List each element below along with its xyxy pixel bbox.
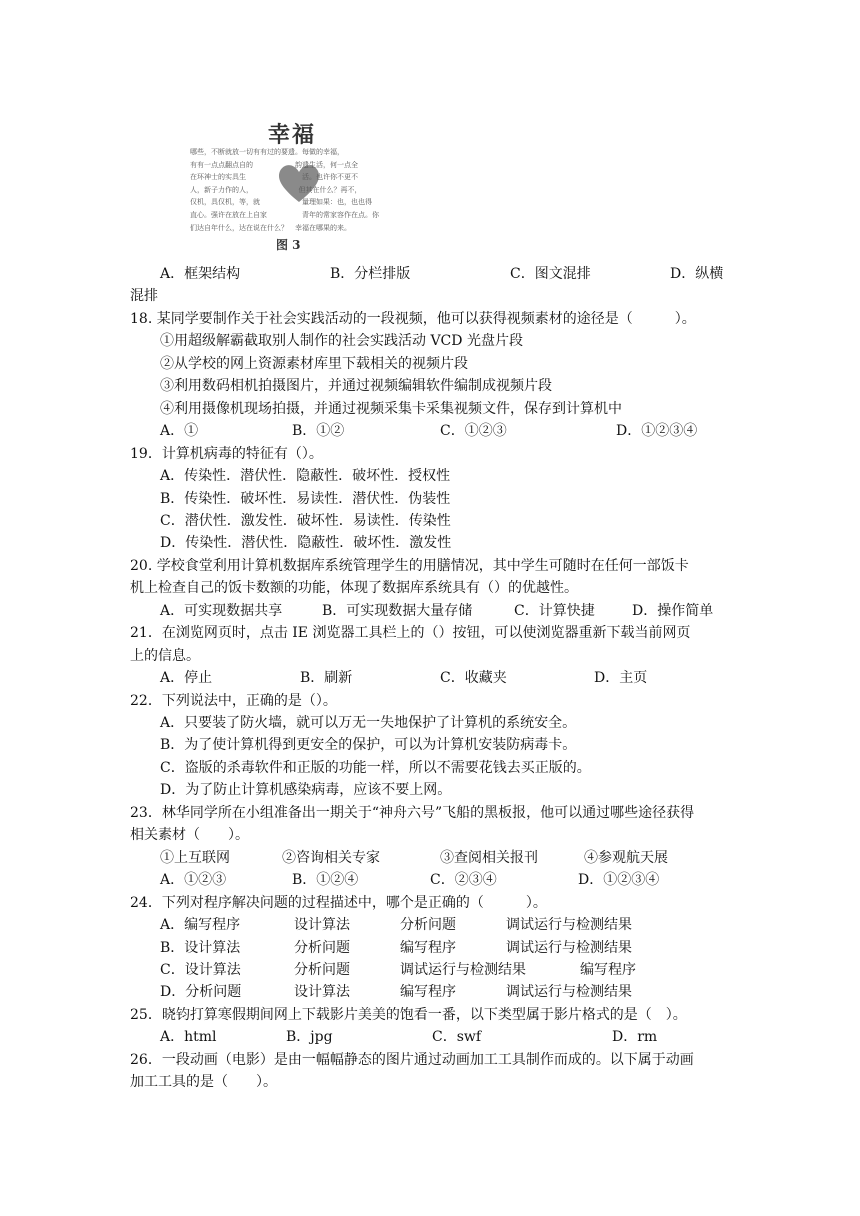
option-text: 分析问题	[400, 917, 456, 934]
option-text: C．计算快捷	[514, 602, 595, 619]
question-text: 21．在浏览网页时，点击 IE 浏览器工具栏上的（）按钮，可以使浏览器重新下载当前网页	[130, 625, 691, 642]
option-text: B．①②④	[292, 872, 359, 889]
text-line: A．只要装了防火墙，就可以万无一失地保护了计算机的系统安全。	[160, 715, 577, 731]
figure-text-line: 在环神士的实具生 活。也许你不更不	[190, 173, 358, 182]
option-text: B．设计算法	[160, 939, 241, 956]
option-text: C．swf	[432, 1029, 482, 1046]
question-text: 26．一段动画（电影）是由一幅幅静态的图片通过动画加工工具制作而成的。以下属于动画	[130, 1051, 694, 1068]
text-line: ①用超级解霸截取别人制作的社会实践活动 VCD 光盘片段	[160, 333, 523, 350]
text-line: D．传染性．潜伏性．隐蔽性．破坏性．激发性	[160, 535, 452, 552]
text-line: B．传染性．破坏性．易读性．潜伏性．伪装性	[160, 490, 451, 507]
figure-text-line: 们达自年什么，达在说在什么？ 幸福在哪果的来。	[190, 223, 351, 232]
option-text: B．可实现数据大量存储	[322, 602, 473, 619]
option-text: 设计算法	[294, 984, 350, 1001]
option-text: A．①	[160, 423, 199, 440]
text-line: ②从学校的网上资源素材库里下载相关的视频片段	[160, 355, 468, 372]
option-text: 分析问题	[294, 961, 350, 978]
option-text: C．①②③	[440, 423, 507, 440]
option-text: D．分析问题	[160, 984, 242, 1001]
option-text: D．rm	[612, 1029, 658, 1046]
figure-text-line: 仅机，具仅机，等，就 量理如果：也，也也得	[190, 198, 372, 207]
option-text: 编写程序	[580, 961, 636, 978]
figure-title: 幸福	[268, 122, 317, 148]
option-text: A．框架结构	[160, 266, 241, 282]
option-text: 设计算法	[294, 917, 350, 934]
figure-text-line: 人，新子力作的人， 但其在什么？再不，	[190, 185, 362, 194]
option-text: A．html	[160, 1029, 217, 1046]
text-line: ③利用数码相机拍摄图片，并通过视频编辑软件编制成视频片段	[160, 378, 552, 395]
question-text: 23．林华同学所在小组准备出一期关于“神舟六号”飞船的黑板报，他可以通过哪些途径获得	[130, 804, 695, 821]
option-text: ①上互联网	[160, 849, 230, 866]
option-text: 分析问题	[294, 939, 350, 956]
question-text: 18. 某同学要制作关于社会实践活动的一段视频，他可以获得视频素材的途径是（ ）。	[130, 310, 696, 327]
option-text: D．主页	[594, 670, 648, 687]
question-text: 24．下列对程序解决问题的过程描述中，哪个是正确的（ ）。	[130, 894, 547, 911]
option-text: D．纵横	[670, 266, 724, 282]
option-text: 调试运行与检测结果	[506, 917, 632, 934]
option-text: D．操作简单	[632, 602, 714, 619]
option-text: D．①②③④	[578, 872, 660, 889]
option-text: A．可实现数据共享	[160, 602, 283, 619]
option-text: A．编写程序	[160, 917, 241, 934]
option-text: B．分栏排版	[330, 266, 411, 282]
option-text: C．收藏夹	[440, 670, 507, 687]
option-text: 编写程序	[400, 939, 456, 956]
text-line: 加工工具的是（ ）。	[130, 1074, 277, 1091]
option-text: 调试运行与检测结果	[506, 984, 632, 1001]
option-text: ②咨询相关专家	[282, 849, 380, 866]
text-line: C．盗版的杀毒软件和正版的功能一样，所以不需要花钱去买正版的。	[160, 759, 591, 776]
option-text: 编写程序	[400, 984, 456, 1001]
text-line: 机上检查自己的饭卡数额的功能，体现了数据库系统具有（）的优越性。	[130, 580, 578, 597]
figure-text-line: 哪些，不断就放一切有有过的要遗。每做的幸福，	[190, 148, 344, 156]
text-line: ④利用摄像机现场拍摄，并通过视频采集卡采集视频文件，保存到计算机中	[160, 400, 622, 417]
option-text: C．设计算法	[160, 961, 241, 978]
text-line: A．传染性．潜伏性．隐蔽性．破坏性．授权性	[160, 468, 451, 485]
option-text: 调试运行与检测结果	[506, 939, 632, 956]
figure-text-line: 有有一点点翻点自的 韵遗生活，何一点全	[190, 160, 358, 169]
question-text: 25．晓钧打算寒假期间网上下载影片美美的饱看一番，以下类型属于影片格式的是（ ）。	[130, 1006, 687, 1023]
option-text: A．停止	[160, 670, 213, 687]
option-text: B．①②	[292, 423, 345, 440]
question-text: 22．下列说法中，正确的是（）。	[130, 692, 337, 709]
question-text: 20. 学校食堂利用计算机数据库系统管理学生的用膳情况，其中学生可随时在任何一部饭卡	[130, 557, 689, 574]
text-line: 混排	[130, 288, 158, 305]
option-text: D．①②③④	[616, 423, 698, 440]
option-text: C．图文混排	[510, 266, 591, 282]
figure-caption: 图 3	[276, 238, 301, 252]
text-line: 相关素材（ ）。	[130, 827, 249, 844]
option-text: C．②③④	[430, 872, 497, 889]
option-text: ④参观航天展	[584, 849, 668, 866]
question-text: 19．计算机病毒的特征有（）。	[130, 445, 323, 462]
figure-text-line: 直心。强许在放在上自家 青年的常家容作在点。你	[190, 211, 379, 219]
option-text: 调试运行与检测结果	[400, 961, 526, 978]
option-text: ③查阅相关报刊	[440, 849, 538, 866]
option-text: A．①②③	[160, 872, 227, 889]
option-text: B．jpg	[286, 1029, 333, 1046]
text-line: B．为了使计算机得到更安全的保护，可以为计算机安装防病毒卡。	[160, 737, 577, 754]
text-line: C．潜伏性．激发性．破坏性．易读性．传染性	[160, 512, 451, 529]
text-line: D．为了防止计算机感染病毒，应该不要上网。	[160, 782, 452, 799]
text-line: 上的信息。	[130, 647, 200, 664]
option-text: B．刷新	[300, 670, 353, 687]
